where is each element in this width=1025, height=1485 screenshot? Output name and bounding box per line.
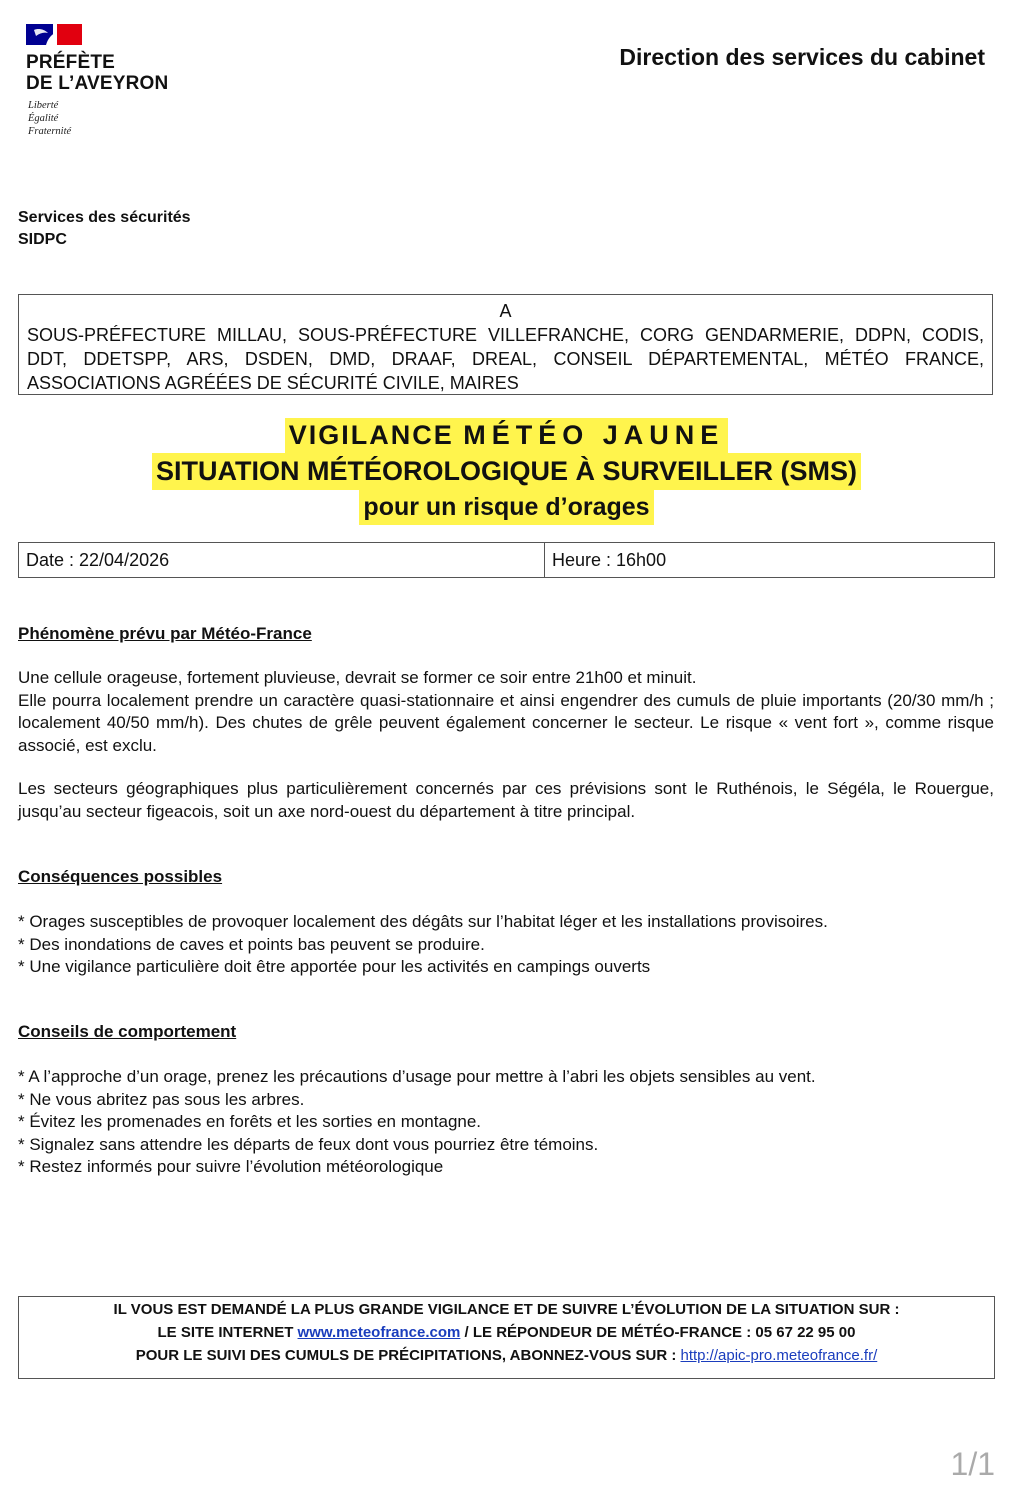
logo-title — [26, 52, 168, 94]
recipients-list: SOUS-PRÉFECTURE MILLAU, SOUS-PRÉFECTURE VILLEFRANCHE, CORG GENDARMERIE, DDPN, CODIS, DDT, DDETSPP, ARS, DSDEN, DMD, DRAAF, DREAL, CONSEIL DÉPARTEMENTAL, MÉTÉO FRANCE, ASSOCIATIONS AGRÉÉES DE SÉCURITÉ CIVILE, MAIRES — [27, 325, 984, 393]
consequences-title: Conséquences possibles — [18, 867, 223, 886]
footer-line-2-suffix: / LE RÉPONDEUR DE MÉTÉO-FRANCE : 05 67 22 95 00 — [464, 1324, 856, 1341]
logo-line-1: PRÉFÈTE — [26, 52, 116, 73]
services-block — [18, 207, 191, 251]
list-item: * Ne vous abritez pas sous les arbres. — [18, 1089, 305, 1109]
conseils-title: Conseils de comportement — [18, 1022, 237, 1041]
phenomene-paragraph-1 — [18, 667, 994, 757]
phenomene-title: Phénomène prévu par Météo-France — [18, 624, 312, 643]
consequences-list — [18, 911, 1008, 979]
phenomene-paragraph-2: Les secteurs géographiques plus particulièrement concernés par ces prévisions sont le Ruthénois, le Ségéla, le Rouergue, jusqu’au secteur figeacois, soit un axe nord-ouest du département à titre principal. — [18, 779, 994, 821]
marianne-logo-icon — [26, 24, 82, 45]
date-cell: Date : 22/04/2026 — [19, 543, 545, 577]
list-item: * Orages susceptibles de provoquer localement des dégâts sur l’habitat léger et les installations provisoires. — [18, 912, 828, 931]
logo-line-2: DE L’AVEYRON — [26, 73, 169, 94]
services-line-1: Services des sécurités — [18, 209, 191, 226]
alert-title-line-2: SITUATION MÉTÉOROLOGIQUE À SURVEILLER (SMS) — [152, 453, 861, 490]
footer-line-3 — [19, 1344, 994, 1367]
phenomene-rest: Elle pourra localement prendre un caractère quasi-stationnaire et ainsi engendrer des cumuls de pluie importants (20/30 mm/h ; localement 40/50 mm/h). Des chutes de grêle peuvent également concerner le secteur. Le risque « vent fort », comme risque associé, est exclu. — [18, 690, 994, 755]
time-cell: Heure : 16h00 — [552, 549, 667, 570]
recipients-label: A — [499, 301, 512, 321]
alert-title-level: MÉTÉO JAUNE — [463, 420, 725, 450]
list-item: * Une vigilance particulière doit être apportée pour les activités en campings ouverts — [18, 957, 651, 976]
direction-heading: Direction des services du cabinet — [619, 44, 985, 70]
alert-title — [0, 418, 1013, 525]
services-line-2: SIDPC — [18, 231, 67, 248]
list-item: * Restez informés pour suivre l’évolution météorologique — [18, 1157, 444, 1176]
footer-line-2-prefix: LE SITE INTERNET — [157, 1324, 294, 1341]
footer-notice-box — [18, 1296, 995, 1379]
motto-fraternite: Fraternité — [28, 126, 72, 137]
page-number: 1/1 — [950, 1446, 995, 1482]
list-item: * Signalez sans attendre les départs de feux dont vous pourriez être témoins. — [18, 1134, 599, 1154]
motto-egalite: Égalité — [28, 113, 59, 124]
footer-line-1: IL VOUS EST DEMANDÉ LA PLUS GRANDE VIGILANCE ET DE SUIVRE L’ÉVOLUTION DE LA SITUATION SUR : — [113, 1301, 900, 1318]
footer-line-3-prefix: POUR LE SUIVI DES CUMULS DE PRÉCIPITATIONS, ABONNEZ-VOUS SUR : — [135, 1347, 677, 1364]
apic-pro-link[interactable]: http://apic-pro.meteofrance.fr/ — [680, 1347, 878, 1364]
alert-title-line-3: pour un risque d’orages — [359, 490, 653, 525]
phenomene-line-1: Une cellule orageuse, fortement pluvieuse, devrait se former ce soir entre 21h00 et minuit. — [18, 668, 697, 687]
conseils-list — [18, 1066, 1008, 1179]
alert-title-line-1 — [285, 418, 729, 453]
republic-motto — [28, 99, 71, 138]
alert-title-prefix: VIGILANCE — [288, 420, 454, 450]
footer-line-2 — [19, 1321, 994, 1344]
list-item: * Des inondations de caves et points bas peuvent se produire. — [18, 934, 485, 954]
recipients-box — [18, 294, 993, 395]
date-time-box — [18, 542, 995, 578]
meteofrance-link[interactable]: www.meteofrance.com — [297, 1324, 461, 1341]
motto-liberte: Liberté — [28, 100, 59, 111]
list-item: * A l’approche d’un orage, prenez les précautions d’usage pour mettre à l’abri les objets sensibles au vent. — [18, 1067, 816, 1086]
list-item: * Évitez les promenades en forêts et les sorties en montagne. — [18, 1112, 482, 1131]
